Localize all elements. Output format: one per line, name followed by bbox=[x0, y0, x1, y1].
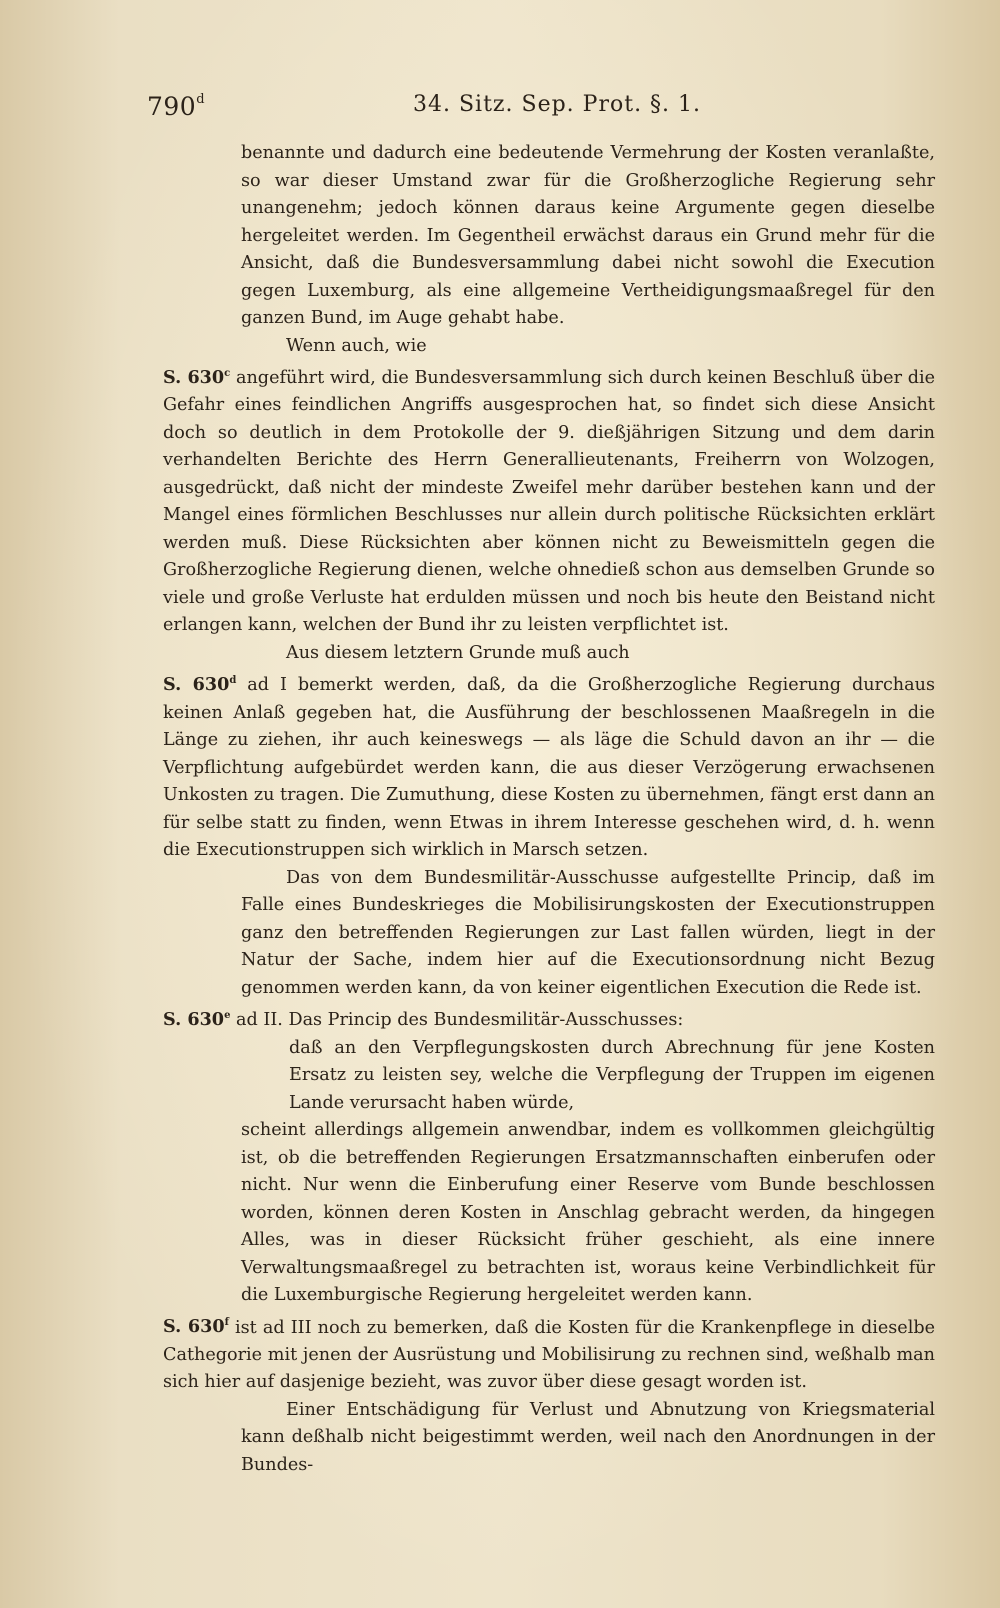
page-number-suffix: d bbox=[196, 91, 206, 107]
paragraph: Das von dem Bundesmilitär-Ausschusse aufgestellte Princip, daß im Falle eines Bundeskrieges die Mobilisirungskosten der Executionstruppen ganz den betreffenden Regierungen zur Last fallen würden, liegt in der Natur der Sache, indem hier auf die Executionsordnung nicht Bezug genommen werden kann, da von keiner eigentlichen Execution die Rede ist. bbox=[241, 867, 935, 998]
body-text bbox=[163, 140, 935, 1479]
page-reference: S. 630$^d$ bbox=[163, 674, 237, 696]
paragraph: Aus diesem letztern Grunde muß auch bbox=[286, 642, 630, 663]
paragraph: S. 630$^d$ ad I bemerkt werden, daß, da die Großherzogliche Regierung durchaus keinen Anlaß gegeben hat, die Ausführung der beschlossenen Maaßregeln in die Länge zu ziehen, ihr auch keineswegs — als läge die Schuld davon an ihr — die Verpflichtung aufgebürdet werden kann, die aus dieser Verzögerung erwachsenen Unkosten zu tragen. Die Zumuthung, diese Kosten zu übernehmen, fängt erst dann an für selbe statt zu finden, wenn Etwas in ihrem Interesse geschehen wird, d. h. wenn die Executionstruppen sich wirklich in Marsch setzen. bbox=[163, 674, 935, 861]
quoted-principle: daß an den Verpflegungskosten durch Abrechnung für jene Kosten Ersatz zu leisten sey, welche die Verpflegung der Truppen im eigenen Lande verursacht haben würde, bbox=[289, 1037, 935, 1113]
page-reference: S. 630$^f$ bbox=[163, 1316, 229, 1338]
paragraph: S. 630e ad II. Das Princip des Bundesmilitär-Ausschusses: bbox=[163, 1009, 684, 1031]
page-header bbox=[147, 91, 702, 126]
paragraph: S. 630$^c$ angeführt wird, die Bundesversammlung sich durch keinen Beschluß über die Gefahr eines feindlichen Angriffs ausgesprochen hat, so findet sich diese Ansicht doch so deutlich in dem Protokolle der 9. dießjährigen Sitzung und dem darin verhandelten Berichte des Herrn Generallieutenants, Freiherrn von Wolzogen, ausgedrückt, daß nicht der mindeste Zweifel mehr darüber bestehen kann und der Mangel eines förmlichen Beschlusses nur allein durch politische Rücksichten erklärt werden muß. Diese Rücksichten aber können nicht zu Beweismitteln gegen die Großherzogliche Regierung dienen, welche ohnedieß schon aus demselben Grunde so viele und große Verluste hat erdulden müssen und noch bis heute den Beistand nicht erlangen kann, welchen der Bund ihr zu leisten verpflichtet ist. bbox=[163, 366, 936, 636]
page-number: 790$^d$ bbox=[147, 91, 206, 121]
page-reference: S. 630e bbox=[163, 1009, 231, 1031]
paragraph: benannte und dadurch eine bedeutende Vermehrung der Kosten veranlaßte, so war dieser Umstand zwar für die Großherzogliche Regierung sehr unangenehm; jedoch können daraus keine Argumente gegen dieselbe hergeleitet werden. Im Gegentheil erwächst daraus ein Grund mehr für die Ansicht, daß die Bundesversammlung dabei nicht sowohl die Execution gegen Luxemburg, als eine allgemeine Vertheidigungsmaaßregel für den ganzen Bund, im Auge gehabt habe. bbox=[241, 143, 935, 328]
running-title: 34. Sitz. Sep. Prot. §. 1. bbox=[413, 92, 702, 117]
paragraph: Wenn auch, wie bbox=[286, 335, 427, 356]
paragraph: Einer Entschädigung für Verlust und Abnutzung von Kriegsmaterial kann deßhalb nicht beigestimmt werden, weil nach den Anordnungen in der Bundes- bbox=[241, 1399, 935, 1475]
paragraph: S. 630$^f$ ist ad III noch zu bemerken, daß die Kosten für die Krankenpflege in dieselbe Cathegorie mit jenen der Ausrüstung und Mobilisirung zu rechnen sind, weßhalb man sich hier auf dasjenige bezieht, was zuvor über diese gesagt worden ist. bbox=[163, 1316, 936, 1393]
page-reference: S. 630$^c$ bbox=[163, 366, 231, 388]
paragraph: scheint allerdings allgemein anwendbar, indem es vollkommen gleichgültig ist, ob die betreffenden Regierungen Ersatzmannschaften einberufen oder nicht. Nur wenn die Einberufung einer Reserve vom Bunde beschlossen worden, können deren Kosten in Anschlag gebracht werden, da hingegen Alles, was in dieser Rücksicht früher geschieht, als eine innere Verwaltungsmaaßregel zu betrachten ist, woraus keine Verbindlichkeit für die Luxemburgische Regierung hergeleitet werden kann. bbox=[241, 1120, 935, 1306]
